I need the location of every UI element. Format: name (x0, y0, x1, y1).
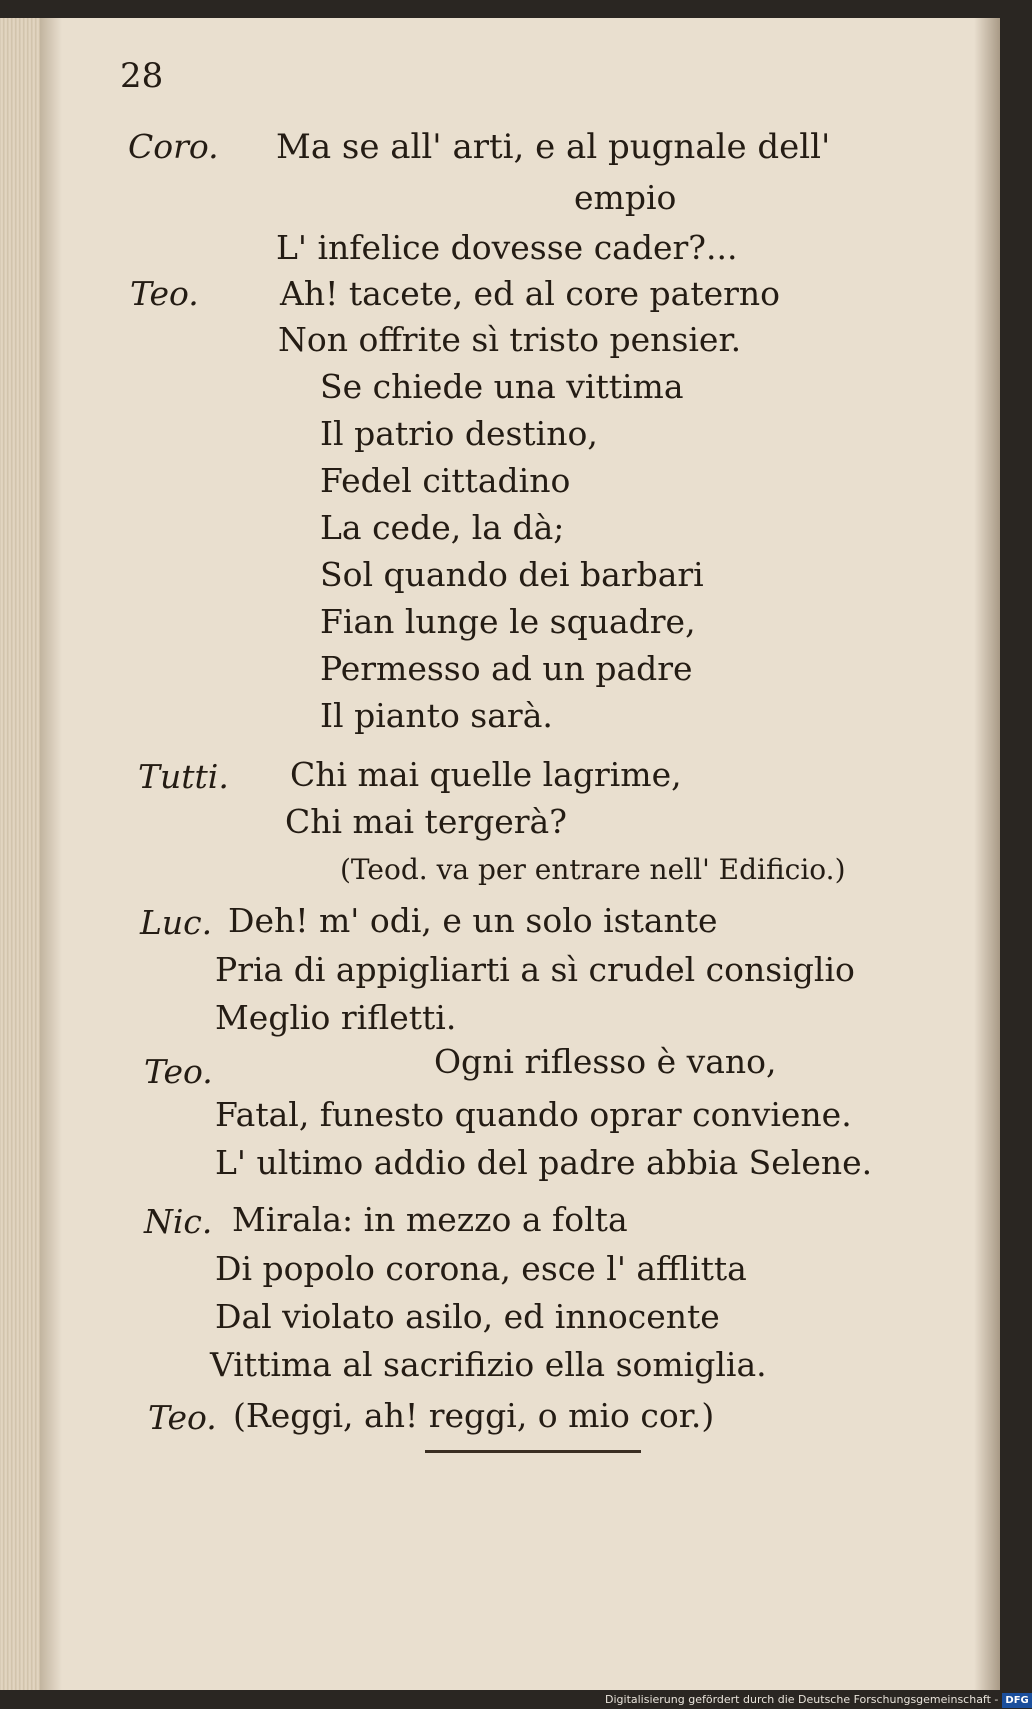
verse-line: Mirala: in mezzo a folta (232, 1200, 628, 1239)
verse-line: La cede, la dà; (320, 508, 565, 547)
verse-line: Fian lunge le squadre, (320, 602, 696, 641)
verse-line: L' infelice dovesse cader?... (276, 228, 738, 267)
verse-line: Fedel cittadino (320, 461, 571, 500)
stage-direction: (Teod. va per entrare nell' Edificio.) (340, 853, 846, 886)
page-edge-shadow (974, 18, 1000, 1690)
page-gutter (0, 18, 40, 1690)
speaker-label: Teo. (148, 1398, 217, 1437)
digitization-credit (605, 1690, 1029, 1709)
verse-line: Ma se all' arti, e al pugnale dell' (276, 127, 831, 167)
speaker-label: Tutti. (138, 757, 229, 796)
verse-line: Meglio rifletti. (215, 998, 457, 1037)
verse-line: Chi mai tergerà? (285, 802, 567, 841)
verse-line: Dal violato asilo, ed innocente (215, 1297, 720, 1336)
speaker-label: Luc. (140, 903, 213, 942)
verse-line: Deh! m' odi, e un solo istante (228, 901, 718, 940)
verse-line: empio (574, 178, 677, 217)
verse-line: Permesso ad un padre (320, 649, 693, 688)
verse-line: L' ultimo addio del padre abbia Selene. (215, 1143, 873, 1182)
speaker-label: Teo. (130, 274, 199, 313)
section-rule (425, 1450, 641, 1453)
verse-line: (Reggi, ah! reggi, o mio cor.) (233, 1396, 715, 1435)
verse-line: Se chiede una vittima (320, 367, 684, 406)
speaker-label: Nic. (144, 1202, 213, 1241)
verse-line: Non offrite sì tristo pensier. (278, 320, 742, 359)
speaker-label: Coro. (128, 127, 219, 166)
dfg-logo-icon: DFG (1002, 1693, 1031, 1708)
verse-line: Pria di appigliarti a sì crudel consiglio (215, 950, 855, 989)
verse-line: Il patrio destino, (320, 414, 598, 453)
verse-line: Vittima al sacrifizio ella somiglia. (210, 1345, 767, 1384)
verse-line: Il pianto sarà. (320, 696, 553, 735)
verse-line: Di popolo corona, esce l' afflitta (215, 1249, 747, 1288)
verse-line: Sol quando dei barbari (320, 555, 704, 594)
verse-line: Fatal, funesto quando oprar conviene. (215, 1095, 852, 1134)
credit-text: Digitalisierung gefördert durch die Deutsche Forschungsgemeinschaft - (605, 1693, 999, 1706)
page-number: 28 (120, 56, 164, 96)
gutter-shadow (40, 18, 62, 1690)
speaker-label: Teo. (144, 1052, 213, 1091)
book-page (0, 18, 1000, 1690)
verse-line: Ah! tacete, ed al core paterno (280, 274, 781, 313)
verse-line: Chi mai quelle lagrime, (290, 755, 682, 794)
verse-line: Ogni riflesso è vano, (434, 1042, 777, 1081)
